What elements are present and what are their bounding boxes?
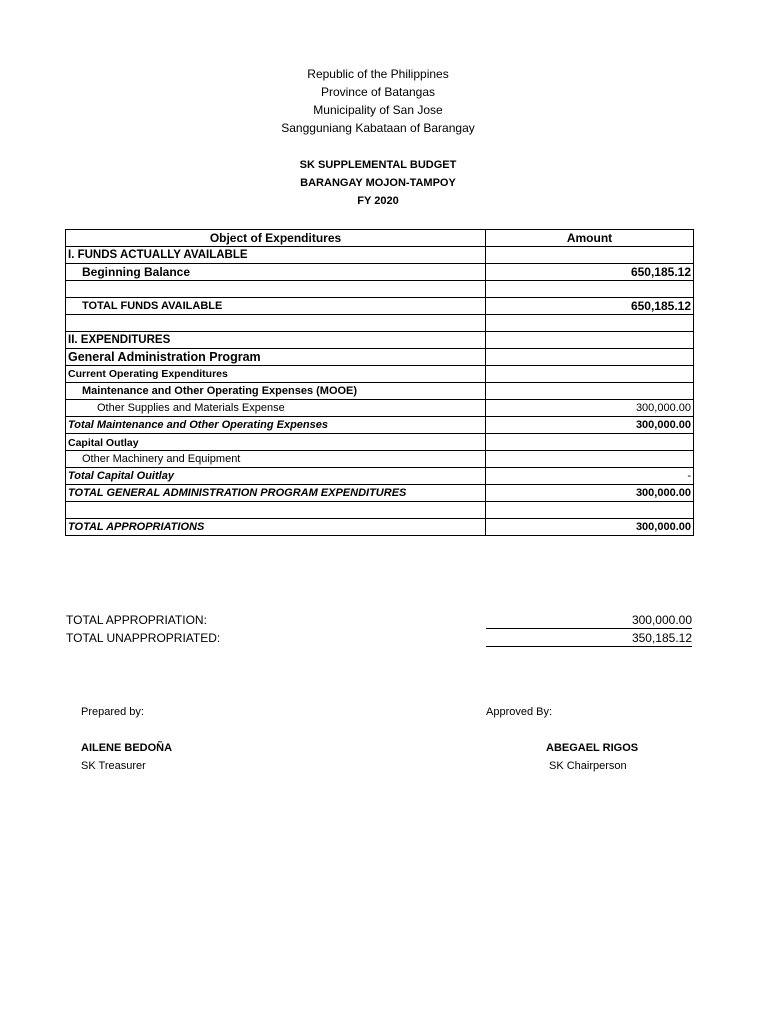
table-header-row: [66, 230, 694, 247]
table-row: [66, 247, 694, 264]
total-gap-label: TOTAL GENERAL ADMINISTRATION PROGRAM EXPENDITURES: [66, 485, 486, 502]
header-republic: Republic of the Philippines: [307, 67, 449, 81]
table-row: [66, 417, 694, 434]
approved-by-label: Approved By:: [486, 706, 553, 718]
total-unappropriated-value: 350,185.12: [486, 631, 692, 647]
funds-section-label: I. FUNDS ACTUALLY AVAILABLE: [66, 247, 486, 264]
approved-by-title: SK Chairperson: [549, 760, 627, 772]
header-municipality: Municipality of San Jose: [313, 103, 443, 117]
table-row: [66, 315, 694, 332]
col-header-amount: Amount: [486, 230, 694, 247]
total-appropriation-value: 300,000.00: [486, 613, 692, 629]
total-capital-value: -: [486, 468, 694, 485]
total-unappropriated-label: TOTAL UNAPPROPRIATED:: [66, 631, 221, 645]
machinery-label: Other Machinery and Equipment: [66, 451, 486, 468]
beginning-balance-label: Beginning Balance: [66, 264, 486, 281]
beginning-balance-value: 650,185.12: [486, 264, 694, 281]
table-row: [66, 349, 694, 366]
table-row: [66, 400, 694, 417]
table-row: [66, 485, 694, 502]
col-header-object: Object of Expenditures: [66, 230, 486, 247]
total-capital-label: Total Capital Ouitlay: [66, 468, 486, 485]
supplies-label: Other Supplies and Materials Expense: [66, 400, 486, 417]
prepared-by-name: AILENE BEDOÑA: [81, 742, 173, 754]
capital-outlay-label: Capital Outlay: [66, 434, 486, 451]
total-funds-value: 650,185.12: [486, 298, 694, 315]
barangay-title: BARANGAY MOJON-TAMPOY: [300, 177, 456, 189]
header-sangguniang: Sangguniang Kabataan of Barangay: [281, 121, 475, 135]
prepared-by-label: Prepared by:: [81, 706, 144, 718]
approved-by-name: ABEGAEL RIGOS: [546, 742, 639, 754]
table-row: [66, 502, 694, 519]
header-province: Province of Batangas: [320, 85, 436, 99]
table-row: [66, 451, 694, 468]
table-row: [66, 468, 694, 485]
mooe-label: Maintenance and Other Operating Expenses (MOOE): [66, 383, 486, 400]
table-row: [66, 298, 694, 315]
expenditures-section-label: II. EXPENDITURES: [66, 332, 486, 349]
total-funds-label: TOTAL FUNDS AVAILABLE: [66, 298, 486, 315]
table-row: [66, 434, 694, 451]
fiscal-year: FY 2020: [357, 195, 399, 207]
table-row: [66, 519, 694, 536]
total-gap-value: 300,000.00: [486, 485, 694, 502]
table-row: [66, 332, 694, 349]
prepared-by-title: SK Treasurer: [81, 760, 146, 772]
current-operating-label: Current Operating Expenditures: [66, 366, 486, 383]
total-approp-value: 300,000.00: [486, 519, 694, 536]
total-appropriation-label: TOTAL APPROPRIATION:: [66, 613, 207, 627]
supplies-value: 300,000.00: [486, 400, 694, 417]
total-mooe-value: 300,000.00: [486, 417, 694, 434]
table-row: [66, 366, 694, 383]
table-row: [66, 383, 694, 400]
total-mooe-label: Total Maintenance and Other Operating Expenses: [66, 417, 486, 434]
table-row: [66, 281, 694, 298]
total-approp-label: TOTAL APPROPRIATIONS: [66, 519, 486, 536]
budget-table: [65, 229, 694, 536]
budget-title: SK SUPPLEMENTAL BUDGET: [299, 159, 457, 171]
gen-admin-program-label: General Administration Program: [66, 349, 486, 366]
table-row: [66, 264, 694, 281]
